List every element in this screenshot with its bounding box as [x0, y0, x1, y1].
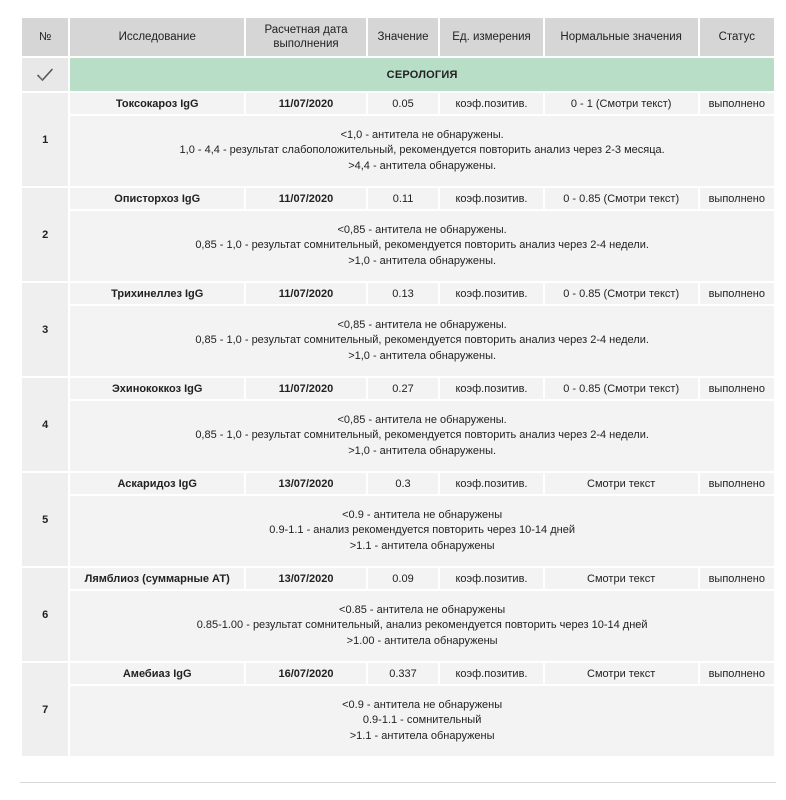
header-normal: Нормальные значения	[545, 18, 698, 56]
note-row	[22, 686, 774, 756]
test-unit: коэф.позитив.	[440, 283, 543, 304]
test-normal-range: 0 - 0.85 (Смотри текст)	[545, 188, 698, 209]
test-normal-range: 0 - 0.85 (Смотри текст)	[545, 378, 698, 399]
test-normal-range: Смотри текст	[545, 568, 698, 589]
note-line: 0.9-1.1 - сомнительный	[362, 714, 482, 727]
test-value: 0.13	[368, 283, 438, 304]
note-line: 1,0 - 4,4 - результат слабоположительный, рекомендуется повторить анализ через 2-3 месяца.	[179, 144, 665, 157]
test-value: 0.11	[368, 188, 438, 209]
test-date: 16/07/2020	[246, 663, 366, 684]
test-unit: коэф.позитив.	[440, 188, 543, 209]
reference-note	[70, 591, 774, 661]
test-normal-range: 0 - 0.85 (Смотри текст)	[545, 283, 698, 304]
table-row	[22, 93, 774, 114]
note-row	[22, 401, 774, 471]
header-unit: Ед. измерения	[440, 18, 543, 56]
test-status: выполнено	[700, 93, 774, 114]
reference-note	[70, 496, 774, 566]
note-row	[22, 116, 774, 186]
note-line: <0,85 - антитела не обнаружены.	[337, 318, 507, 331]
test-value: 0.3	[368, 473, 438, 494]
test-status: выполнено	[700, 283, 774, 304]
table-bottom-border	[20, 782, 776, 783]
row-number: 6	[22, 568, 68, 661]
test-normal-range: 0 - 1 (Смотри текст)	[545, 93, 698, 114]
note-line: 0,85 - 1,0 - результат сомнительный, рекомендуется повторить анализ через 2-4 недели.	[195, 239, 649, 252]
row-number: 2	[22, 188, 68, 281]
test-unit: коэф.позитив.	[440, 568, 543, 589]
test-name: Токсокароз IgG	[70, 93, 244, 114]
table-row	[22, 378, 774, 399]
test-date: 13/07/2020	[246, 568, 366, 589]
header-status: Статус	[700, 18, 774, 56]
table-row	[22, 663, 774, 684]
note-line: >4,4 - антитела обнаружены.	[348, 159, 497, 172]
test-status: выполнено	[700, 568, 774, 589]
table-header	[22, 18, 774, 56]
test-value: 0.337	[368, 663, 438, 684]
note-line: 0,85 - 1,0 - результат сомнительный, рекомендуется повторить анализ через 2-4 недели.	[195, 429, 649, 442]
note-row	[22, 591, 774, 661]
results-table	[20, 16, 776, 758]
note-line: >1.1 - антитела обнаружены	[349, 729, 495, 742]
test-unit: коэф.позитив.	[440, 93, 543, 114]
note-line: 0.85-1.00 - результат сомнительный, анализ рекомендуется повторить через 10-14 дней	[196, 619, 648, 632]
row-number: 3	[22, 283, 68, 376]
test-date: 11/07/2020	[246, 188, 366, 209]
row-number: 1	[22, 93, 68, 186]
test-value: 0.05	[368, 93, 438, 114]
test-status: выполнено	[700, 378, 774, 399]
test-name: Аскаридоз IgG	[70, 473, 244, 494]
section-row	[22, 58, 774, 91]
table-row	[22, 188, 774, 209]
table-row	[22, 568, 774, 589]
header-test: Исследование	[70, 18, 244, 56]
note-row	[22, 306, 774, 376]
test-status: выполнено	[700, 188, 774, 209]
table-body	[22, 58, 774, 756]
test-name: Трихинеллез IgG	[70, 283, 244, 304]
test-unit: коэф.позитив.	[440, 663, 543, 684]
note-line: <1,0 - антитела не обнаружены.	[340, 128, 504, 141]
note-row	[22, 211, 774, 281]
note-line: >1,0 - антитела обнаружены.	[348, 254, 497, 267]
test-name: Описторхоз IgG	[70, 188, 244, 209]
test-unit: коэф.позитив.	[440, 473, 543, 494]
test-name: Амебиаз IgG	[70, 663, 244, 684]
test-date: 13/07/2020	[246, 473, 366, 494]
test-status: выполнено	[700, 663, 774, 684]
header-num: №	[22, 18, 68, 56]
header-date: Расчетная дата выполнения	[246, 18, 366, 56]
note-line: <0,85 - антитела не обнаружены.	[337, 413, 507, 426]
test-unit: коэф.позитив.	[440, 378, 543, 399]
note-line: >1,0 - антитела обнаружены.	[348, 444, 497, 457]
section-title: СЕРОЛОГИЯ	[70, 58, 774, 91]
note-line: <0.9 - антитела не обнаружены	[342, 508, 503, 521]
reference-note	[70, 686, 774, 756]
checkmark-icon	[36, 66, 54, 84]
note-line: 0,85 - 1,0 - результат сомнительный, рекомендуется повторить анализ через 2-4 недели.	[195, 334, 649, 347]
note-line: >1.1 - антитела обнаружены	[349, 539, 495, 552]
table-row	[22, 283, 774, 304]
test-date: 11/07/2020	[246, 283, 366, 304]
header-value: Значение	[368, 18, 438, 56]
note-line: >1.00 - антитела обнаружены	[346, 634, 498, 647]
note-line: 0.9-1.1 - анализ рекомендуется повторить через 10-14 дней	[269, 524, 575, 537]
test-value: 0.09	[368, 568, 438, 589]
note-line: >1,0 - антитела обнаружены.	[348, 349, 497, 362]
reference-note	[70, 306, 774, 376]
reference-note	[70, 211, 774, 281]
section-checkbox[interactable]	[22, 58, 68, 91]
note-line: <0.9 - антитела не обнаружены	[342, 698, 503, 711]
test-name: Эхинококкоз IgG	[70, 378, 244, 399]
row-number: 7	[22, 663, 68, 756]
test-status: выполнено	[700, 473, 774, 494]
row-number: 4	[22, 378, 68, 471]
note-row	[22, 496, 774, 566]
test-name: Лямблиоз (суммарные АТ)	[70, 568, 244, 589]
test-normal-range: Смотри текст	[545, 473, 698, 494]
note-line: <0.85 - антитела не обнаружены	[339, 603, 506, 616]
test-normal-range: Смотри текст	[545, 663, 698, 684]
note-line: <0,85 - антитела не обнаружены.	[337, 223, 507, 236]
table-row	[22, 473, 774, 494]
row-number: 5	[22, 473, 68, 566]
test-date: 11/07/2020	[246, 93, 366, 114]
test-value: 0.27	[368, 378, 438, 399]
reference-note	[70, 116, 774, 186]
results-table-container	[20, 16, 776, 758]
test-date: 11/07/2020	[246, 378, 366, 399]
reference-note	[70, 401, 774, 471]
